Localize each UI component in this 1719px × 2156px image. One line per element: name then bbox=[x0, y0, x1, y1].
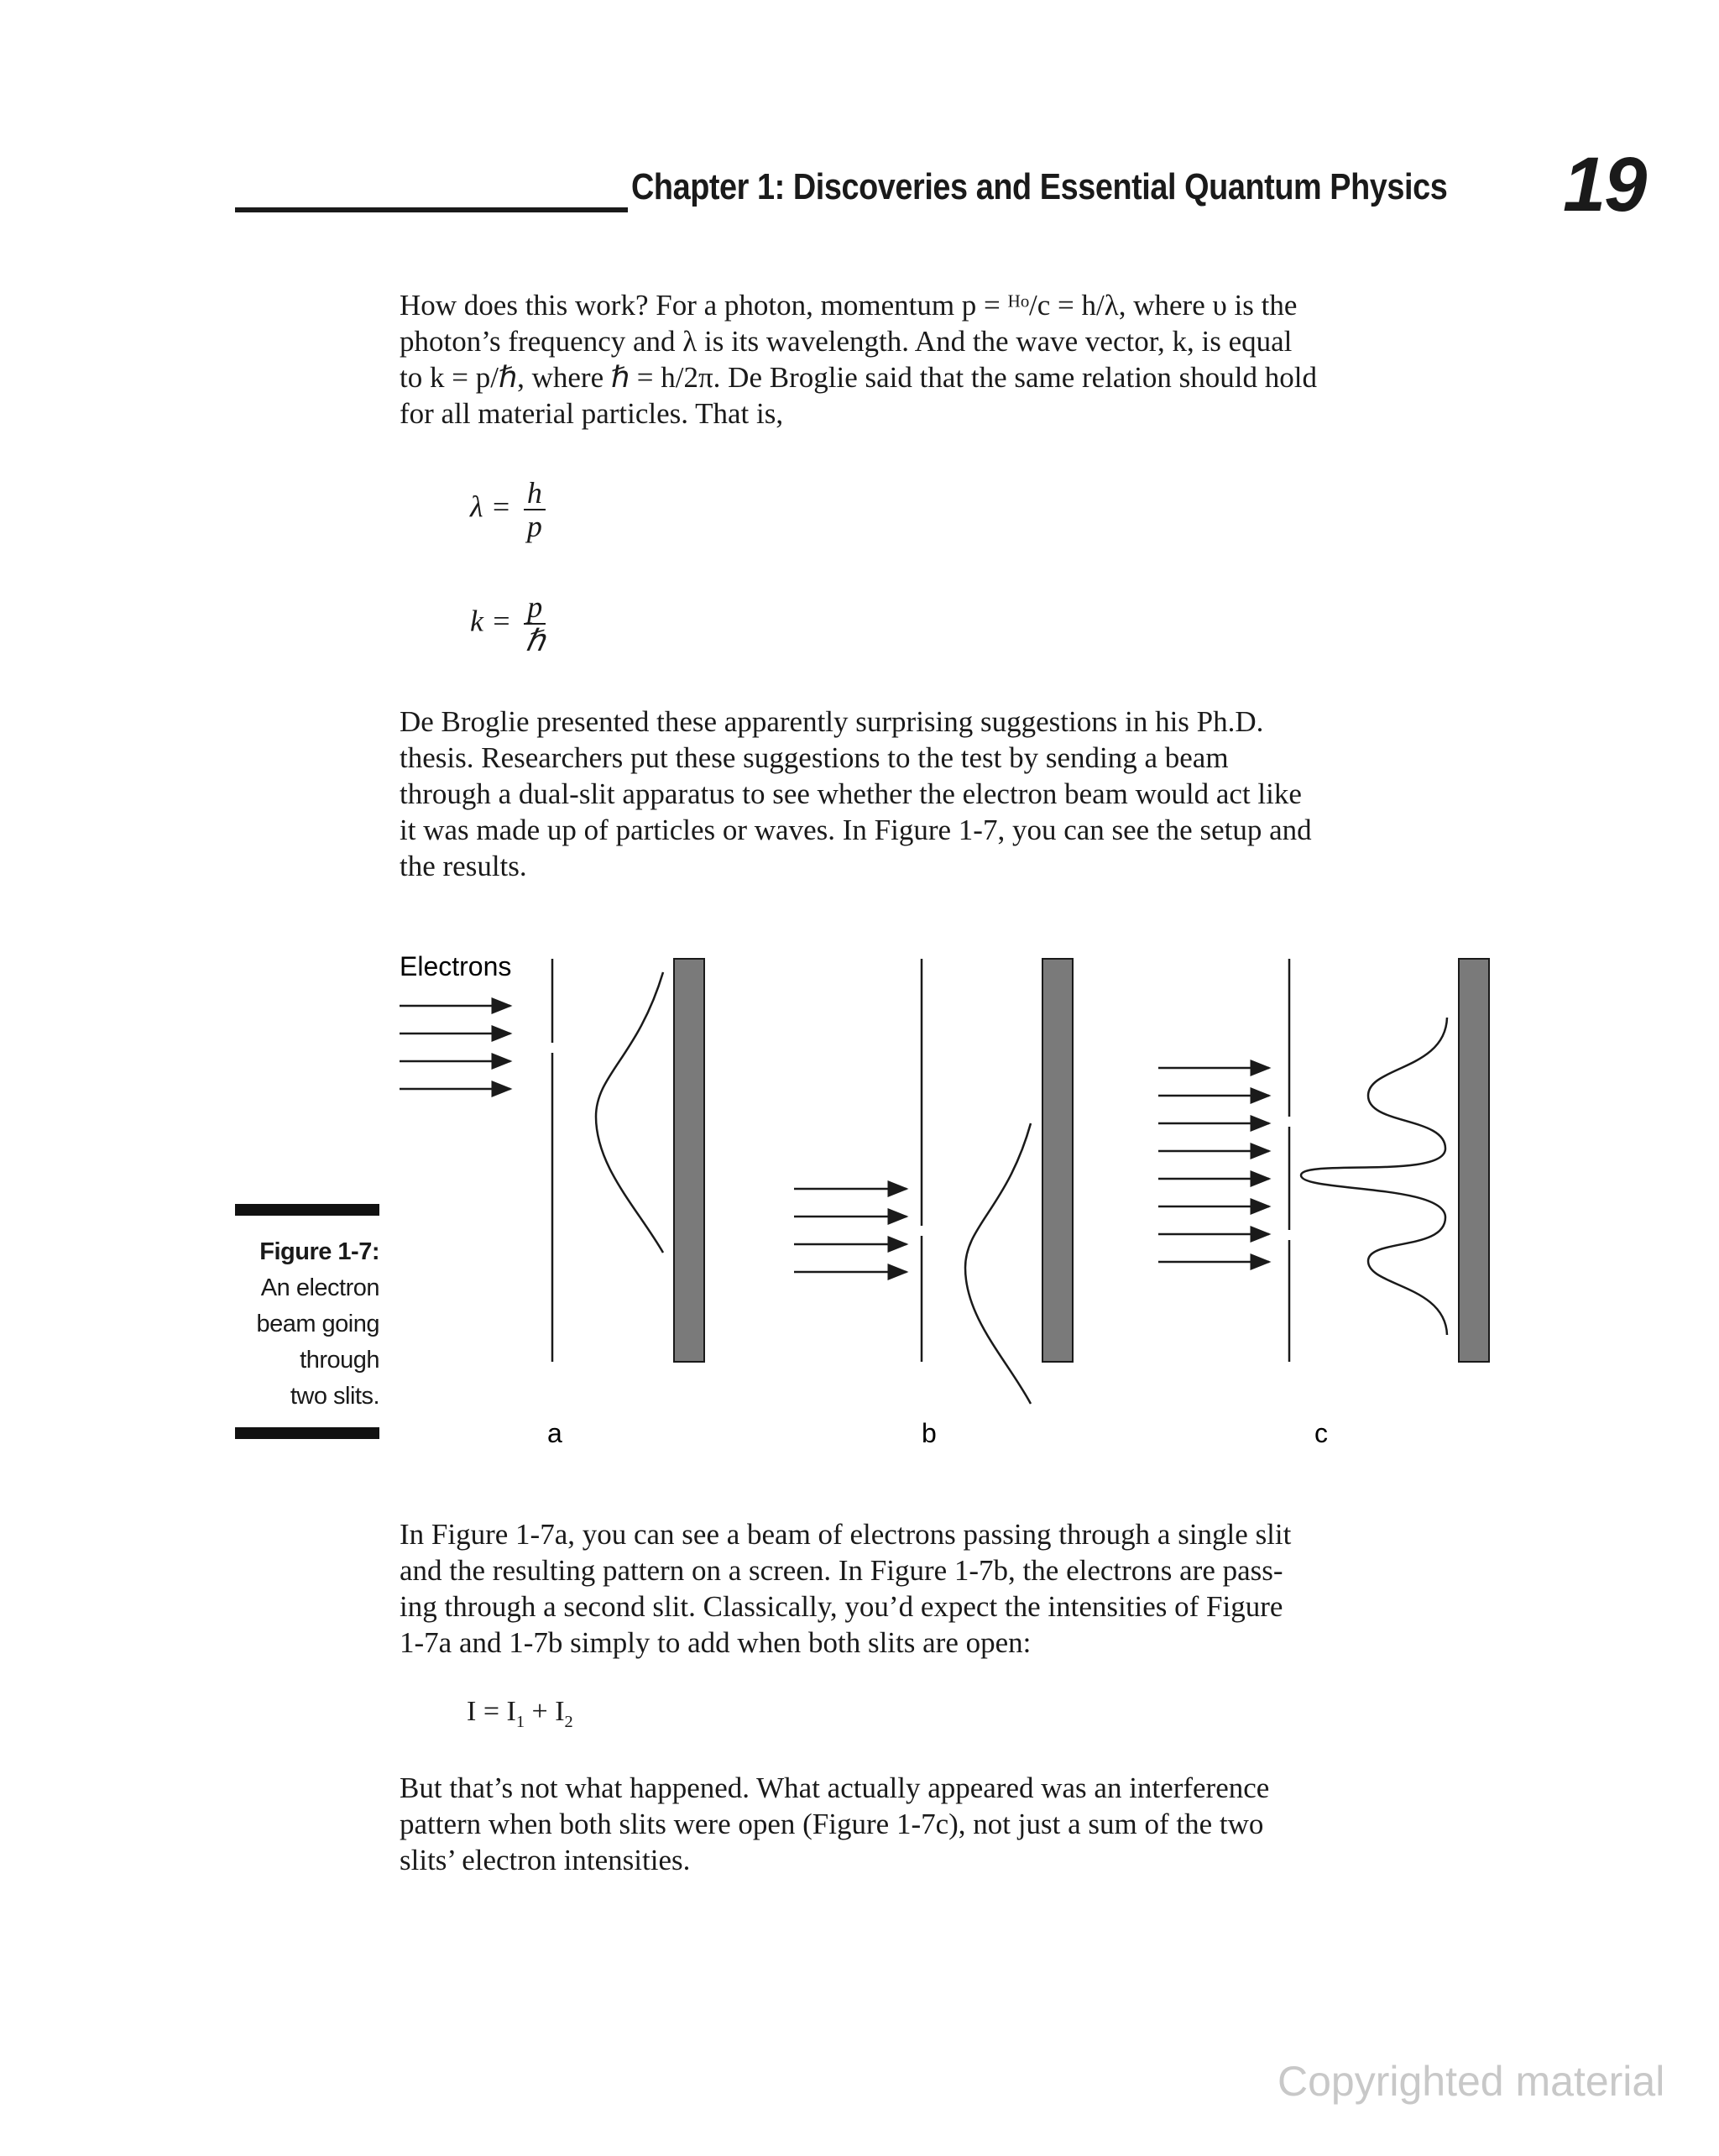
fraction-numerator: h bbox=[524, 477, 546, 510]
text-line: 1-7a and 1-7b simply to add when both slits are open: bbox=[400, 1626, 1032, 1659]
text-line: pattern when both slits were open (Figure 1-7c), not just a sum of the two bbox=[400, 1808, 1264, 1840]
text-line: photon’s frequency and λ is its wavelength. And the wave vector, k, is equal bbox=[400, 325, 1293, 358]
equation-k bbox=[470, 591, 546, 657]
equation-lambda bbox=[470, 477, 546, 542]
caption-line: two slits. bbox=[290, 1383, 379, 1410]
paragraph-3 bbox=[400, 1516, 1516, 1661]
fraction-numerator: p bbox=[524, 591, 546, 625]
caption-bar-bottom bbox=[235, 1427, 379, 1439]
fraction-denominator: ℏ bbox=[525, 624, 545, 657]
chapter-title: Chapter 1: Discoveries and Essential Quantum Physics bbox=[631, 166, 1448, 207]
text-line: How does this work? For a photon, momentum p = ᴴᵒ/c = h/λ, where υ is the bbox=[400, 289, 1298, 322]
eq-term: + I bbox=[525, 1696, 565, 1727]
intensity-curve bbox=[596, 972, 663, 1253]
text-line: ing through a second slit. Classically, you’d expect the intensities of Figure bbox=[400, 1590, 1283, 1623]
text-line: In Figure 1-7a, you can see a beam of electrons passing through a single slit bbox=[400, 1518, 1292, 1551]
panel-label: c bbox=[1314, 1418, 1328, 1448]
fraction bbox=[524, 591, 546, 657]
interference-curve bbox=[1301, 1018, 1447, 1335]
text-line: De Broglie presented these apparently surprising suggestions in his Ph.D. bbox=[400, 705, 1264, 738]
panel-label: a bbox=[547, 1418, 562, 1448]
equation-lhs: λ = bbox=[470, 489, 511, 524]
text-line: to k = p/ℏ, where ℏ = h/2π. De Broglie said that the same relation should hold bbox=[400, 361, 1317, 394]
copyright-watermark: Copyrighted material bbox=[1277, 2058, 1665, 2105]
caption-line: through bbox=[300, 1347, 379, 1374]
eq-subscript: 1 bbox=[515, 1712, 525, 1731]
detector-screen bbox=[1042, 959, 1073, 1362]
text-line: it was made up of particles or waves. In Figure 1-7, you can see the setup and bbox=[400, 814, 1312, 846]
text-line: thesis. Researchers put these suggestions to the test by sending a beam bbox=[400, 741, 1229, 774]
text-line: slits’ electron intensities. bbox=[400, 1844, 691, 1876]
text-line: the results. bbox=[400, 850, 527, 882]
panel-a bbox=[400, 951, 704, 1448]
detector-screen bbox=[1459, 959, 1489, 1362]
caption-label: Figure 1-7: bbox=[259, 1238, 379, 1265]
text-line: and the resulting pattern on a screen. In Figure 1-7b, the electrons are pass- bbox=[400, 1554, 1283, 1587]
paragraph-1 bbox=[400, 287, 1516, 432]
page-number: 19 bbox=[1563, 142, 1646, 228]
equation-intensity bbox=[467, 1696, 573, 1732]
paragraph-4 bbox=[400, 1770, 1516, 1878]
equation-lhs: k = bbox=[470, 604, 512, 638]
panel-c bbox=[1158, 959, 1489, 1448]
caption-bar-top bbox=[235, 1204, 379, 1216]
panel-b bbox=[794, 959, 1073, 1448]
figure-caption bbox=[201, 1234, 379, 1415]
electrons-label: Electrons bbox=[400, 951, 512, 981]
text-line: for all material particles. That is, bbox=[400, 397, 784, 430]
figure-1-7 bbox=[386, 940, 1511, 1461]
eq-term: I = I bbox=[467, 1696, 516, 1727]
fraction bbox=[524, 477, 546, 542]
intensity-curve bbox=[965, 1123, 1031, 1404]
fraction-denominator: p bbox=[526, 510, 542, 543]
caption-line: An electron bbox=[260, 1274, 379, 1301]
header-rule bbox=[235, 207, 628, 212]
text-line: through a dual-slit apparatus to see whether the electron beam would act like bbox=[400, 777, 1302, 810]
detector-screen bbox=[674, 959, 704, 1362]
paragraph-2 bbox=[400, 704, 1516, 884]
caption-line: beam going bbox=[256, 1311, 379, 1337]
eq-subscript: 2 bbox=[564, 1712, 573, 1731]
text-line: But that’s not what happened. What actually appeared was an interference bbox=[400, 1771, 1270, 1804]
panel-label: b bbox=[922, 1418, 937, 1448]
